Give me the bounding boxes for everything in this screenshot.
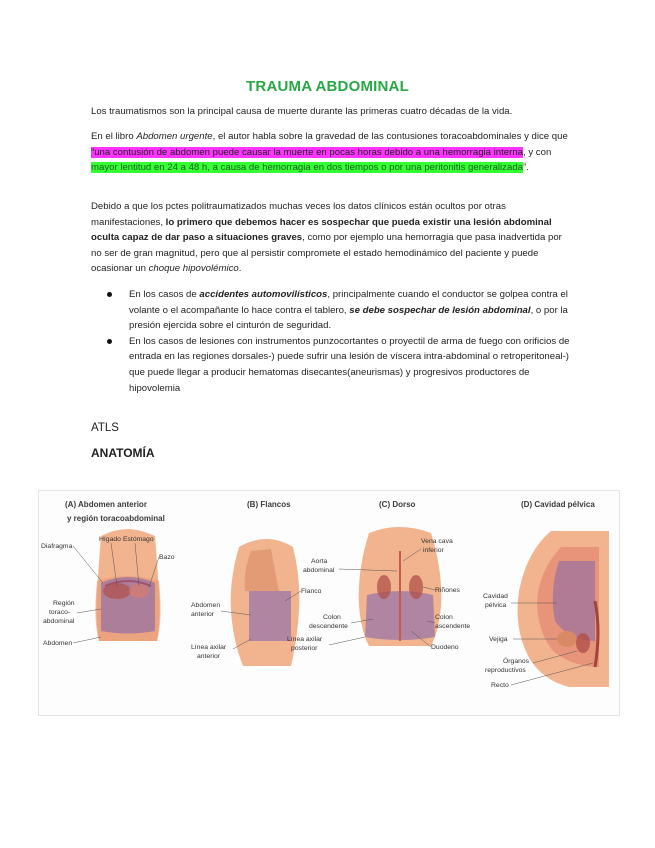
text-run: , el autor habla sobre la gravedad de las contusiones toracoabdominales y dice que	[212, 131, 568, 142]
label-flanco: Flanco	[301, 588, 322, 595]
anatomy-figure	[38, 490, 620, 716]
label-diafragma: Diafragma	[41, 543, 73, 550]
label-linea-posterior-1: Línea axilar	[287, 636, 323, 643]
panel-b-title: (B) Flancos	[247, 500, 291, 509]
label-vena-2: inferior	[423, 547, 444, 554]
italic-term: choque hipovolémico	[148, 263, 239, 275]
text-run: En los casos de	[129, 289, 200, 300]
panel-d	[483, 500, 609, 689]
anatomy-illustration	[39, 491, 619, 715]
label-linea-anterior-2: anterior	[197, 653, 221, 660]
bold-italic-term: accidentes automovilísticos	[199, 289, 328, 300]
label-aorta-1: Aorta	[311, 558, 328, 565]
label-vena-1: Vena cava	[421, 538, 453, 545]
flank-overlay	[249, 591, 291, 641]
label-cavidad-2: pélvica	[485, 602, 507, 609]
label-region-2: toraco-	[49, 609, 71, 616]
panel-c-title: (C) Dorso	[379, 500, 416, 509]
bladder-shape	[557, 631, 577, 647]
bullet-icon	[107, 339, 112, 344]
bullet-icon	[107, 292, 112, 297]
text-run: , principalmente cuando el conductor se golpea contra el volante o el acompañante lo hace contra el tablero,	[129, 289, 568, 316]
list-item	[91, 334, 573, 396]
label-colon-descendente-1: Colon	[323, 614, 341, 621]
label-linea-posterior-2: posterior	[291, 645, 318, 652]
uterus-shape	[576, 633, 590, 653]
label-estomago: Estómago	[123, 536, 154, 543]
label-abdomen-anterior-1: Abdomen	[191, 602, 221, 609]
bold-italic-term: se debe sospechar de lesión abdominal	[349, 304, 531, 316]
panel-a	[41, 500, 175, 647]
text-run: .	[238, 263, 242, 275]
bold-statement: lo primero que debemos hacer es sospechar que pueda existir una lesión abdominal oculta capaz de dar paso a situaciones graves	[91, 216, 552, 244]
label-bazo: Bazo	[159, 554, 175, 561]
panel-c	[287, 500, 470, 652]
label-abdomen: Abdomen	[43, 640, 73, 647]
label-duodeno: Duodeno	[431, 644, 459, 651]
text-run: En el libro	[91, 131, 137, 142]
heading-atls: ATLS	[91, 422, 119, 434]
panel-a-title: (A) Abdomen anterior	[65, 500, 147, 509]
label-vejiga: Vejiga	[489, 636, 508, 643]
paragraph-intro: Los traumatismos son la principal causa de muerte durante las primeras cuatro décadas de la vida.	[91, 106, 513, 117]
paragraph-book-quote	[91, 129, 571, 176]
highlight-green: mayor lentitud en 24 a 48 h, a causa de hemorragia en dos tiempos o por una peritonitis generalizada	[91, 162, 523, 174]
label-organos-1: Órganos	[503, 658, 530, 665]
label-colon-ascendente-2: ascendente	[435, 623, 471, 630]
label-colon-ascendente-1: Colon	[435, 614, 453, 621]
text-run: , y con	[523, 146, 552, 158]
page-title: TRAUMA ABDOMINAL	[246, 78, 409, 95]
label-linea-anterior-1: Línea axilar	[191, 644, 227, 651]
label-organos-2: reproductivos	[485, 667, 526, 674]
heading-anatomy: ANATOMÍA	[91, 446, 155, 460]
text-run: En los casos de lesiones con instrumentos punzocortantes o proyectil de arma de fuego con orificios de entrada en las regiones dorsales-) puede sufrir una lesión de víscera intra-abdominal o retroperitoneal-) que puede llegar a producir hematomas disecantes(aneurismas) y progresivos productores de hipovolemia	[129, 335, 570, 394]
panel-a-subtitle: y región toracoabdominal	[67, 514, 165, 523]
label-region-1: Región	[53, 600, 75, 607]
text-run: , como por ejemplo una hemorragia que pasa inadvertida por no ser de gran magnitud, pero que al persistir compromete el estado hemodinámico del paciente y puede ocasionar un	[91, 232, 562, 275]
list-item	[91, 287, 573, 334]
text-run: , o por la presión ejercida sobre el cinturón de seguridad.	[129, 304, 568, 332]
label-rinones: Riñones	[435, 587, 460, 594]
paragraph-politrauma	[91, 199, 571, 277]
label-colon-descendente-2: descendente	[309, 623, 348, 630]
label-aorta-2: abdominal	[303, 567, 335, 574]
panel-d-title: (D) Cavidad pélvica	[521, 500, 595, 509]
text-run: ”.	[523, 162, 529, 174]
highlight-magenta: “una contusión de abdomen puede causar la muerte en pocas horas debido a una hemorragia interna	[91, 146, 524, 158]
bullet-list	[91, 287, 573, 396]
kidney-right-shape	[409, 575, 423, 599]
label-abdomen-anterior-2: anterior	[191, 611, 215, 618]
label-higado: Hígado	[99, 536, 121, 543]
stomach-shape	[129, 584, 149, 598]
text-run: Debido a que los pctes politraumatizados muchas veces los datos clínicos están ocultos por otras manifestaciones,	[91, 201, 506, 228]
label-cavidad-1: Cavidad	[483, 593, 508, 600]
label-region-3: abdominal	[43, 618, 75, 625]
book-title: Abdomen urgente	[136, 131, 213, 142]
label-recto: Recto	[491, 682, 509, 689]
kidney-left-shape	[377, 575, 391, 599]
